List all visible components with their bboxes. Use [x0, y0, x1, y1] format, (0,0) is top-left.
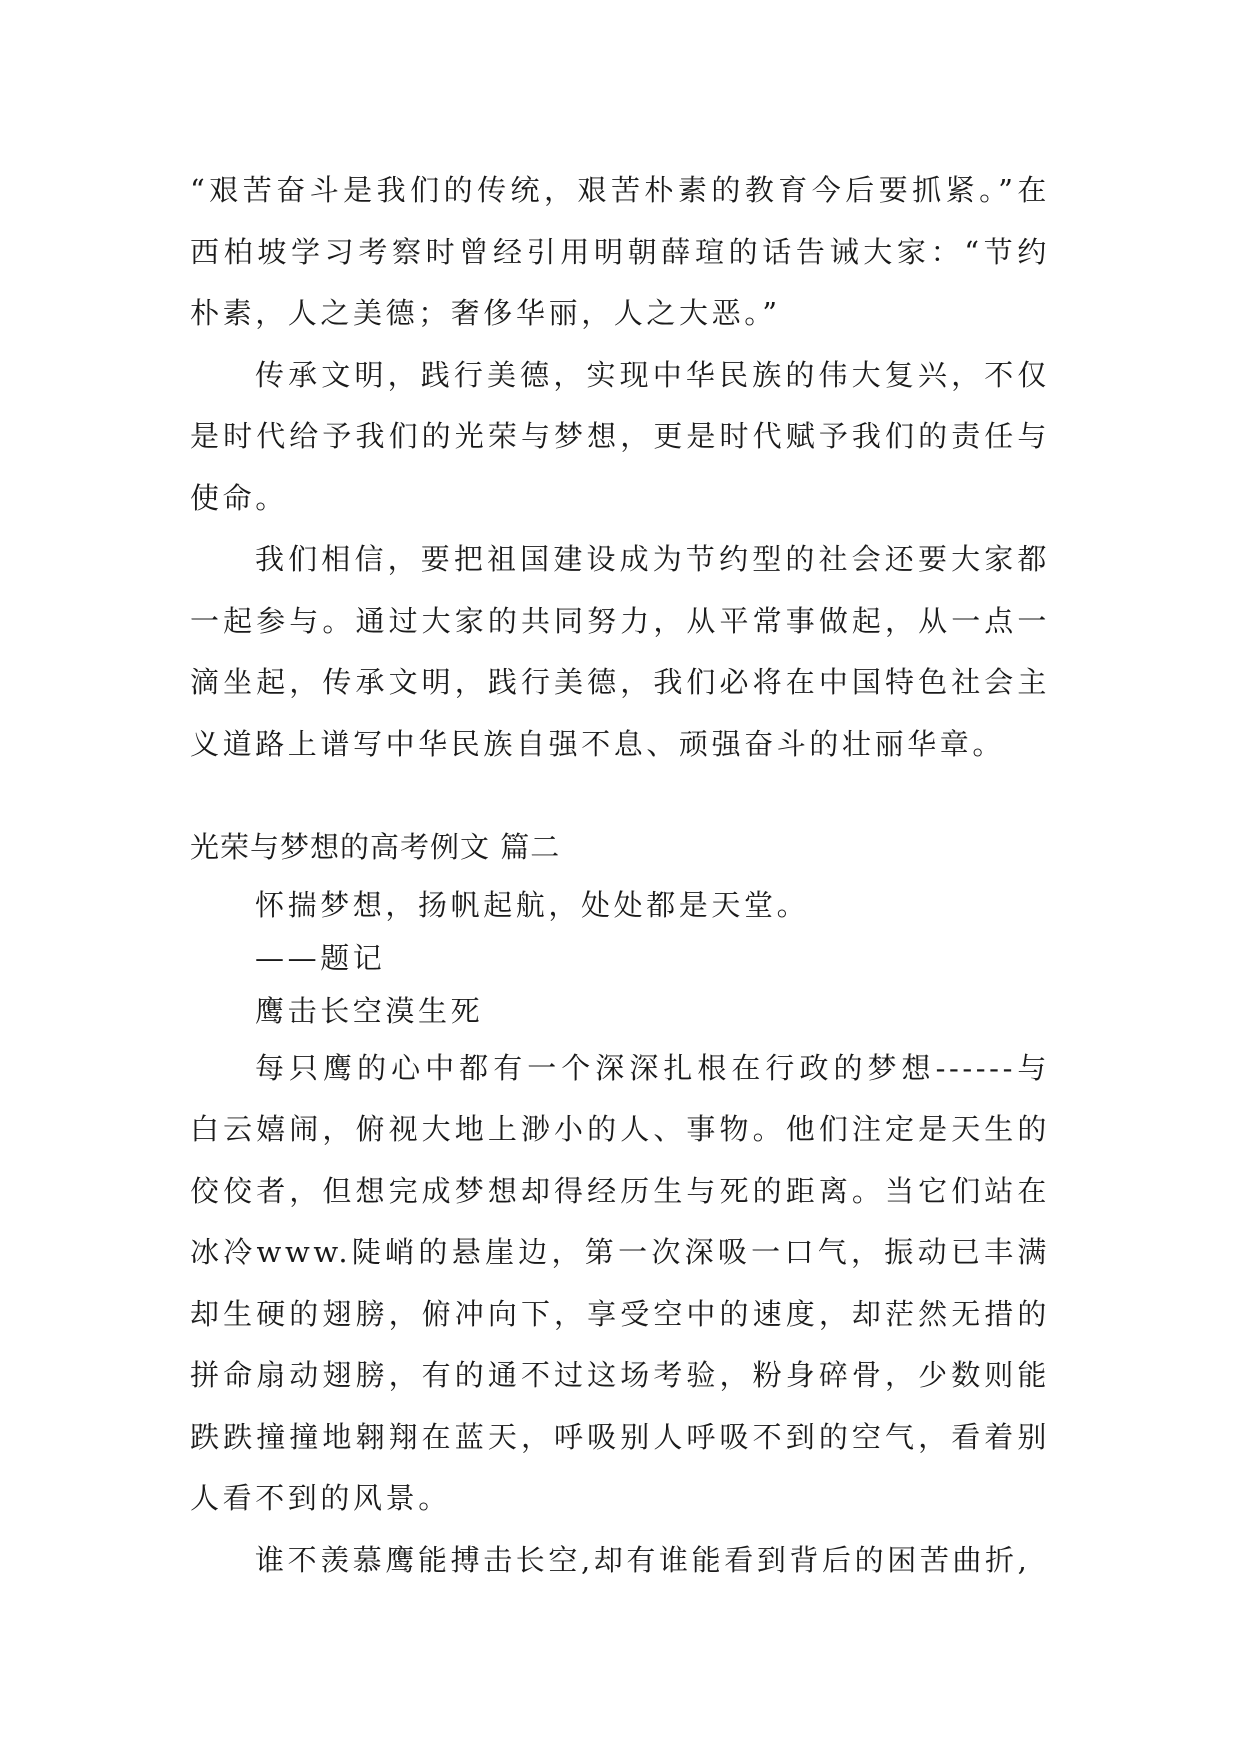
text-column: [190, 160, 1050, 1591]
motto-note: ——题记: [255, 940, 386, 975]
believe-paragraph: 我们相信，要把祖国建设成为节约型的社会还要大家都一起参与。通过大家的共同努力，从平常事做起，从一点一滴坐起，传承文明，践行美德，我们必将在中国特色社会主义道路上谱写中华民族自强不息、顽强奋斗的壮丽华章。: [190, 542, 1050, 761]
essay-subtitle: 鹰击长空漠生死: [255, 993, 484, 1028]
envy-paragraph: 谁不羡慕鹰能搏击长空,却有谁能看到背后的困苦曲折,: [255, 1542, 1031, 1577]
mission-paragraph: 传承文明，践行美德，实现中华民族的伟大复兴，不仅是时代给予我们的光荣与梦想，更是时代赋予我们的责任与使命。: [190, 357, 1050, 515]
quote-paragraph: “艰苦奋斗是我们的传统，艰苦朴素的教育今后要抓紧。”在西柏坡学习考察时曾经引用明朝薛瑄的话告诫大家：“节约朴素，人之美德；奢侈华丽，人之大恶。”: [190, 173, 1050, 330]
motto-line: 怀揣梦想，扬帆起航，处处都是天堂。: [255, 887, 810, 922]
section-heading: 光荣与梦想的高考例文 篇二: [190, 830, 561, 864]
eagle-paragraph: 每只鹰的心中都有一个深深扎根在行政的梦想------与白云嬉闹，俯视大地上渺小的人、事物。他们注定是天生的佼佼者，但想完成梦想却得经历生与死的距离。当它们站在冰冷www.陡峭的悬崖边，第一次深吸一口气，振动已丰满却生硬的翅膀，俯冲向下，享受空中的速度，却茫然无措的拼命扇动翅膀，有的通不过这场考验，粉身碎骨，少数则能跌跌撞撞地翱翔在蓝天，呼吸别人呼吸不到的空气，看着别人看不到的风景。: [190, 1050, 1050, 1515]
